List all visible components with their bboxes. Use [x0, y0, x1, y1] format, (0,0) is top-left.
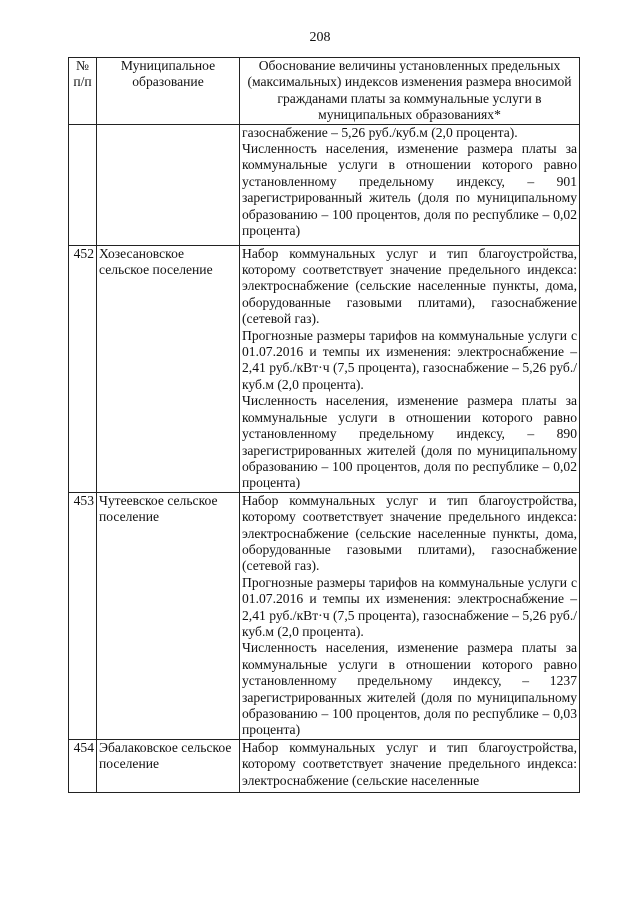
justification-paragraph: Набор коммунальных услуг и тип благоустройства, которому соответствует значение предельного индекса: электроснабжение (сельские населенные пункты, дома, оборудованные газовыми плитами), газоснабжение (сетевой газ).: [242, 492, 577, 574]
municipality-cell: Хозесановское сельское поселение: [97, 245, 240, 492]
page-number: 208: [309, 30, 331, 45]
header-municipality: Муниципальное образование: [97, 58, 240, 125]
row-number: 452: [69, 245, 97, 492]
header-number: № п/п: [69, 58, 97, 125]
justification-paragraph: Набор коммунальных услуг и тип благоустройства, которому соответствует значение предельного индекса: электроснабжение (сельские населенные: [242, 739, 577, 788]
justification-cell: [240, 245, 580, 492]
justification-paragraph: газоснабжение – 5,26 руб./куб.м (2,0 процента).: [242, 124, 518, 140]
row-number: [69, 124, 97, 245]
header-justification: Обоснование величины установленных предельных (максимальных) индексов изменения размера вносимой гражданами платы за коммунальные услуги в муниципальных образованиях*: [240, 58, 580, 125]
tariff-index-table: [68, 57, 580, 793]
justification-paragraph: Прогнозные размеры тарифов на коммунальные услуги с 01.07.2016 и темпы их изменения: электроснабжение – 2,41 руб./кВт·ч (7,5 процента), газоснабжение – 5,26 руб./куб.м (2,0 процента).: [242, 327, 577, 392]
justification-paragraph: Численность населения, изменение размера платы за коммунальные услуги в отношении которого равно установленному предельному индексу, – 901 зарегистрированный житель (доля по муниципальному образованию – 100 процентов, доля по республике – 0,02 процента): [242, 141, 577, 239]
table-row: [69, 492, 580, 739]
table-row-cut: [69, 739, 580, 792]
table-header-row: [69, 58, 580, 125]
table-row: [69, 245, 580, 492]
municipality-cell: Чутеевское сельское поселение: [97, 492, 240, 739]
justification-cell: [240, 739, 580, 792]
justification-paragraph: Численность населения, изменение размера платы за коммунальные услуги в отношении которого равно установленному предельному индексу, – 1237 зарегистрированных жителей (доля по муниципальному образованию – 100 процентов, доля по республике – 0,03 процента): [242, 640, 577, 738]
municipality-cell: Эбалаковское сельское поселение: [97, 739, 240, 792]
justification-cell: [240, 124, 580, 245]
justification-cell: [240, 492, 580, 739]
municipality-cell: [97, 124, 240, 245]
row-number: 454: [69, 739, 97, 792]
justification-paragraph: Численность населения, изменение размера платы за коммунальные услуги в отношении которого равно установленному предельному индексу, – 890 зарегистрированных жителей (доля по муниципальному образованию – 100 процентов, доля по республике – 0,02 процента): [242, 393, 577, 491]
row-number: 453: [69, 492, 97, 739]
justification-paragraph: Набор коммунальных услуг и тип благоустройства, которому соответствует значение предельного индекса: электроснабжение (сельские населенные пункты, дома, оборудованные газовыми плитами), газоснабжение (сетевой газ).: [242, 245, 577, 327]
justification-paragraph: Прогнозные размеры тарифов на коммунальные услуги с 01.07.2016 и темпы их изменения: электроснабжение – 2,41 руб./кВт·ч (7,5 процента), газоснабжение – 5,26 руб./куб.м (2,0 процента).: [242, 574, 577, 639]
table-row-continuation: [69, 124, 580, 245]
